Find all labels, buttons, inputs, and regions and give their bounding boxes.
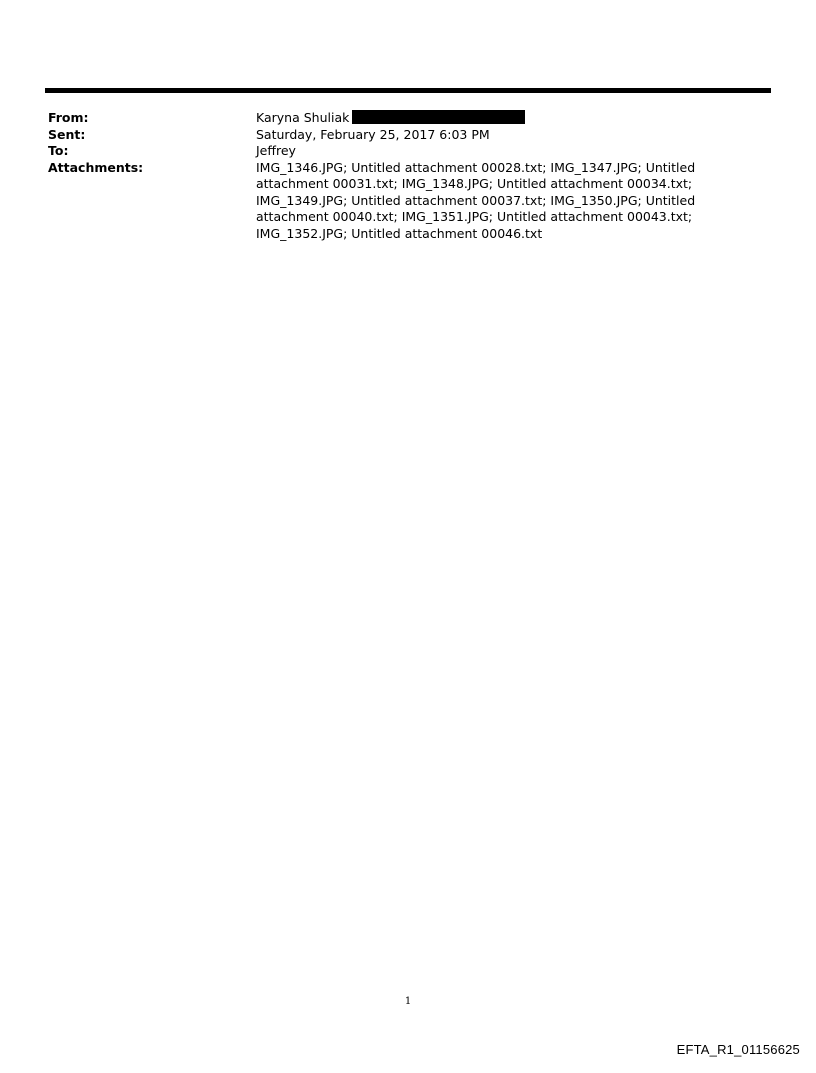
email-header [48,110,748,242]
attachments-label: Attachments: [48,159,144,175]
sender-name: Karyna Shuliak [256,110,350,125]
sent-row [48,127,748,144]
sent-label: Sent: [48,126,86,142]
bates-number: EFTA_R1_01156625 [676,1042,800,1057]
redaction-box [352,110,525,124]
from-row [48,110,748,127]
from-value [256,110,748,127]
to-value: Jeffrey [256,143,296,158]
attachments-row [48,160,748,243]
to-row [48,143,748,160]
sent-value: Saturday, February 25, 2017 6:03 PM [256,126,490,142]
page-number: 1 [404,996,412,1007]
from-label: From: [48,110,89,125]
attachments-value: IMG_1346.JPG; Untitled attachment 00028.txt; IMG_1347.JPG; Untitled attachment 00031.txt; IMG_1348.JPG; Untitled attachment 00034.txt; IMG_1349.JPG; Untitled attachment 00037.txt; IMG_1350.JPG; Untitled attachment 00040.txt; IMG_1351.JPG; Untitled attachment 00043.txt; IMG_1352.JPG; Untitled attachment 00046.txt [256,159,696,241]
to-label: To: [48,143,69,158]
header-divider [45,88,771,93]
